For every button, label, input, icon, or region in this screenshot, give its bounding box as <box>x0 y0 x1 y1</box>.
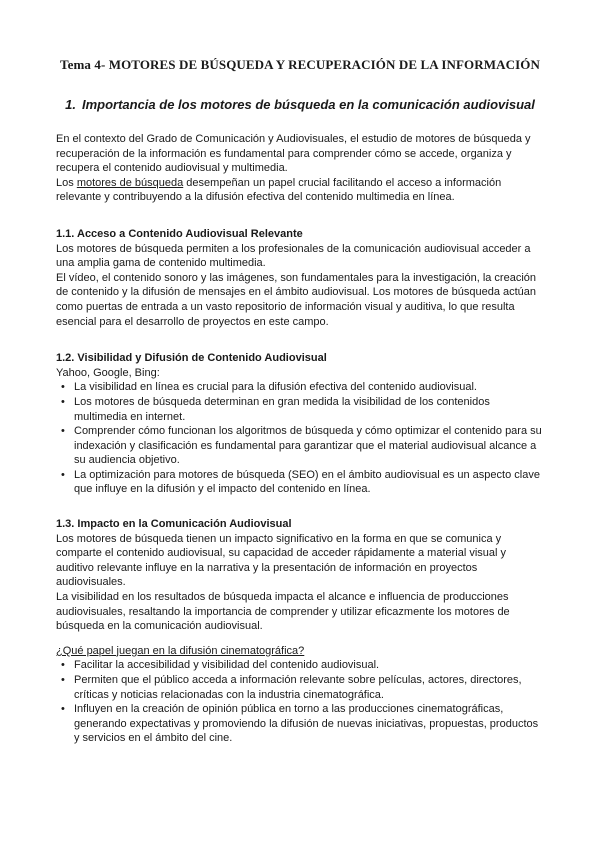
section-1-2 <box>56 351 544 497</box>
list-item: • Influyen en la creación de opinión pública en torno a las producciones cinematográficas, generando expectativas y promoviendo la difusión de nuevas iniciativas, propuestas, productos y servicios en el ámbito del cine. <box>74 702 544 746</box>
section-heading-text: Importancia de los motores de búsqueda en la comunicación audiovisual <box>81 97 535 112</box>
section-1-2-heading: 1.2. Visibilidad y Difusión de Contenido Audiovisual <box>56 352 327 365</box>
section-1-3-paragraph-2: La visibilidad en los resultados de búsqueda impacta el alcance e influencia de producciones audiovisuales, resaltando la importancia de comprender y utilizar eficazmente los motores de búsqueda en la comunicación audiovisual. <box>56 591 510 633</box>
list-item: • La visibilidad en línea es crucial para la difusión efectiva del contenido audiovisual. <box>74 380 544 395</box>
page-title: Tema 4- MOTORES DE BÚSQUEDA Y RECUPERACIÓN DE LA INFORMACIÓN <box>60 57 540 72</box>
section-1-3-paragraph-1: Los motores de búsqueda tienen un impacto significativo en la forma en que se comunica y comparte el contenido audiovisual, su capacidad de acceder rápidamente a material visual y auditivo relevante influye en la narrativa y la presentación de información en proyectos audiovisuales. <box>56 532 507 589</box>
intro-p2-end: desempeñan un papel crucial facilitando el acceso a información relevante y contribuyendo a la difusión efectiva del contenido multimedia en línea. <box>56 176 502 204</box>
intro-paragraph-1: En el contexto del Grado de Comunicación y Audiovisuales, el estudio de motores de búsqueda y recuperación de la información es fundamental para comprender cómo se accede, organiza y recupera el contenido audiovisual y multimedia. <box>56 133 531 175</box>
intro-block <box>56 132 544 205</box>
section-1-3 <box>56 517 544 746</box>
list-item: • Los motores de búsqueda determinan en gran medida la visibilidad de los contenidos multimedia en internet. <box>74 395 544 424</box>
section-1-2-list <box>56 380 544 497</box>
list-item: • Comprender cómo funcionan los algoritmos de búsqueda y cómo optimizar el contenido para su indexación y clasificación es fundamental para garantizar que el material audiovisual alcance a su audiencia objetivo. <box>74 424 544 468</box>
section-1-3-list <box>56 658 544 746</box>
list-item: • Facilitar la accesibilidad y visibilidad del contenido audiovisual. <box>74 658 544 673</box>
question-heading: ¿Qué papel juegan en la difusión cinematográfica? <box>56 644 305 657</box>
section-1-1-heading: 1.1. Acceso a Contenido Audiovisual Relevante <box>56 227 303 240</box>
intro-paragraph-2 <box>56 176 544 205</box>
list-item: • Permiten que el público acceda a información relevante sobre películas, actores, directores, críticas y noticias relacionadas con la industria cinematográfica. <box>74 673 544 702</box>
intro-p2-start: Los <box>56 176 74 189</box>
section-1-1 <box>56 227 544 329</box>
list-item: • La optimización para motores de búsqueda (SEO) en el ámbito audiovisual es un aspecto clave que influye en la difusión y el impacto del contenido en línea. <box>74 468 544 497</box>
section-1-1-paragraph-2: El vídeo, el contenido sonoro y las imágenes, son fundamentales para la investigación, la creación de contenido y la difusión de mensajes en el ámbito audiovisual. Los motores de búsqueda actúan como puertas de entrada a un vasto repositorio de información visual y auditiva, lo que resulta esencial para el desarrollo de proyectos en este campo. <box>56 271 537 328</box>
section-1-3-heading: 1.3. Impacto en la Comunicación Audiovisual <box>56 518 292 531</box>
section-heading-1 <box>56 97 544 112</box>
motores-link[interactable]: motores de búsqueda <box>76 176 184 189</box>
section-1-1-paragraph-1: Los motores de búsqueda permiten a los profesionales de la comunicación audiovisual acceder a una amplia gama de contenido multimedia. <box>56 242 531 270</box>
search-engines-line: Yahoo, Google, Bing: <box>56 366 160 379</box>
section-number: 1. <box>65 97 76 112</box>
